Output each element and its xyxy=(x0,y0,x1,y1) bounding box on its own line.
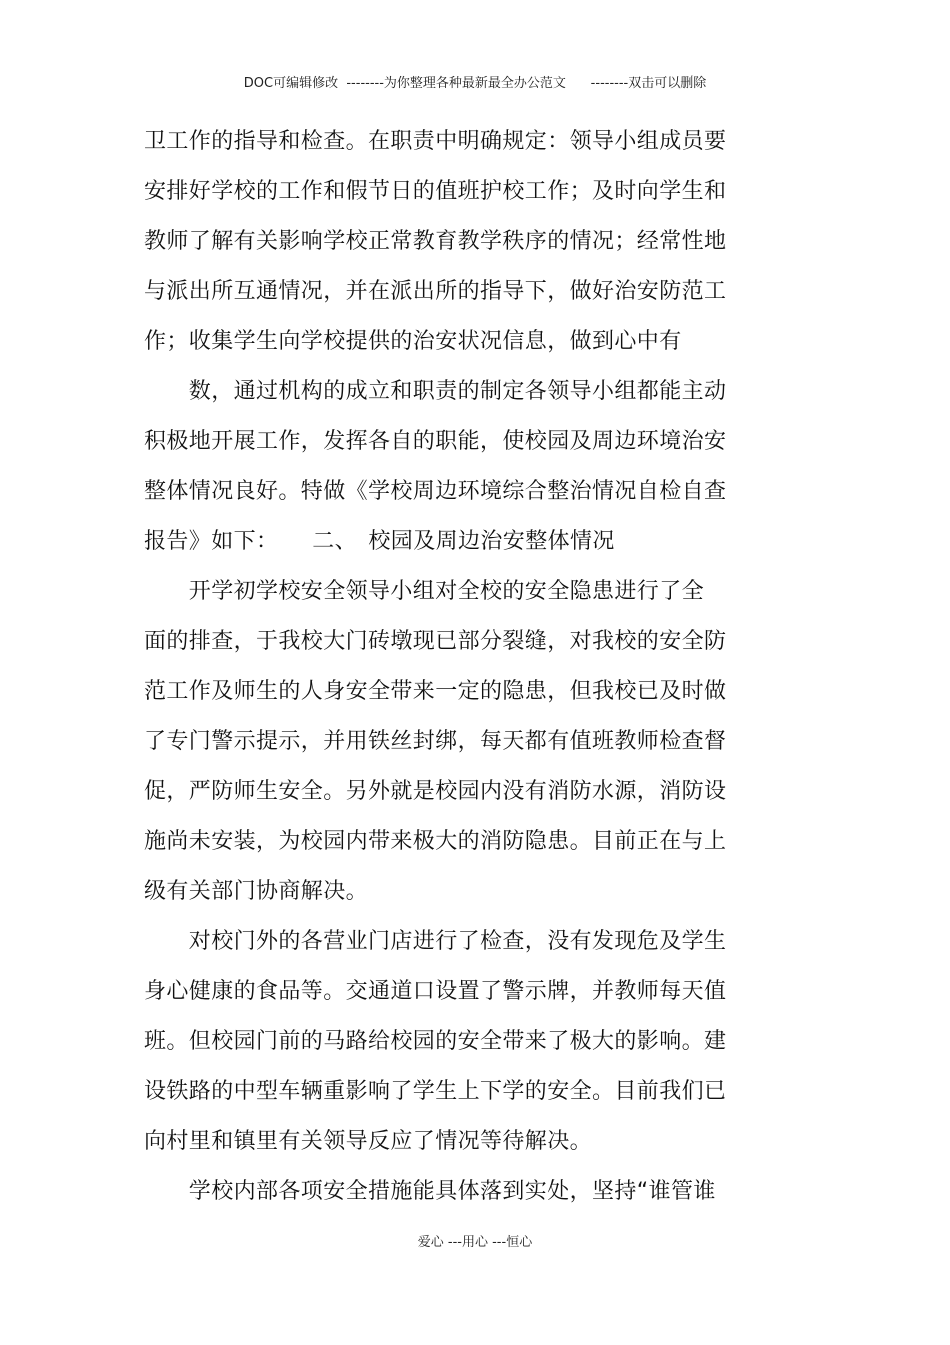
text-line: 卫工作的指导和检查。在职责中明确规定：领导小组成员要 xyxy=(144,129,727,154)
text-line: 面的排查，于我校大门砖墩现已部分裂缝，对我校的安全防 xyxy=(144,629,727,654)
text-line: 报告》如下： 二、 校园及周边治安整体情况 xyxy=(144,529,615,554)
text-line: 学校内部各项安全措施能具体落到实处，坚持“谁管谁 xyxy=(144,1179,716,1204)
text-line: 对校门外的各营业门店进行了检查，没有发现危及学生 xyxy=(144,929,727,954)
text-line: 开学初学校安全领导小组对全校的安全隐患进行了全 xyxy=(144,579,705,604)
text-line: 向村里和镇里有关领导反应了情况等待解决。 xyxy=(144,1129,593,1154)
text-line: 促，严防师生安全。另外就是校园内没有消防水源，消防设 xyxy=(144,779,727,804)
text-line: 安排好学校的工作和假节日的值班护校工作；及时向学生和 xyxy=(144,179,727,204)
text-line: 身心健康的食品等。交通道口设置了警示牌，并教师每天值 xyxy=(144,979,727,1004)
text-line: 积极地开展工作，发挥各自的职能，使校园及周边环境治安 xyxy=(144,429,727,454)
text-line: 级有关部门协商解决。 xyxy=(144,879,369,904)
page-header: DOC可编辑修改 --------为你整理各种最新最全办公范文 --------双击可以删除 xyxy=(243,76,707,91)
text-line: 设铁路的中型车辆重影响了学生上下学的安全。目前我们已 xyxy=(144,1079,727,1104)
page-footer: 爱心 ---用心 ---恒心 xyxy=(417,1235,533,1250)
text-line: 整体情况良好。特做《学校周边环境综合整治情况自检自查 xyxy=(144,479,727,504)
text-line: 范工作及师生的人身安全带来一定的隐患，但我校已及时做 xyxy=(144,679,727,704)
document-body xyxy=(144,121,784,1221)
text-line: 作；收集学生向学校提供的治安状况信息，做到心中有 xyxy=(144,329,682,354)
text-line: 数，通过机构的成立和职责的制定各领导小组都能主动 xyxy=(144,379,727,404)
text-line: 班。但校园门前的马路给校园的安全带来了极大的影响。建 xyxy=(144,1029,727,1054)
text-line: 了专门警示提示，并用铁丝封绑，每天都有值班教师检查督 xyxy=(144,729,727,754)
text-line: 施尚未安装，为校园内带来极大的消防隐患。目前正在与上 xyxy=(144,829,727,854)
text-line: 教师了解有关影响学校正常教育教学秩序的情况；经常性地 xyxy=(144,229,727,254)
text-line: 与派出所互通情况，并在派出所的指导下，做好治安防范工 xyxy=(144,279,727,304)
